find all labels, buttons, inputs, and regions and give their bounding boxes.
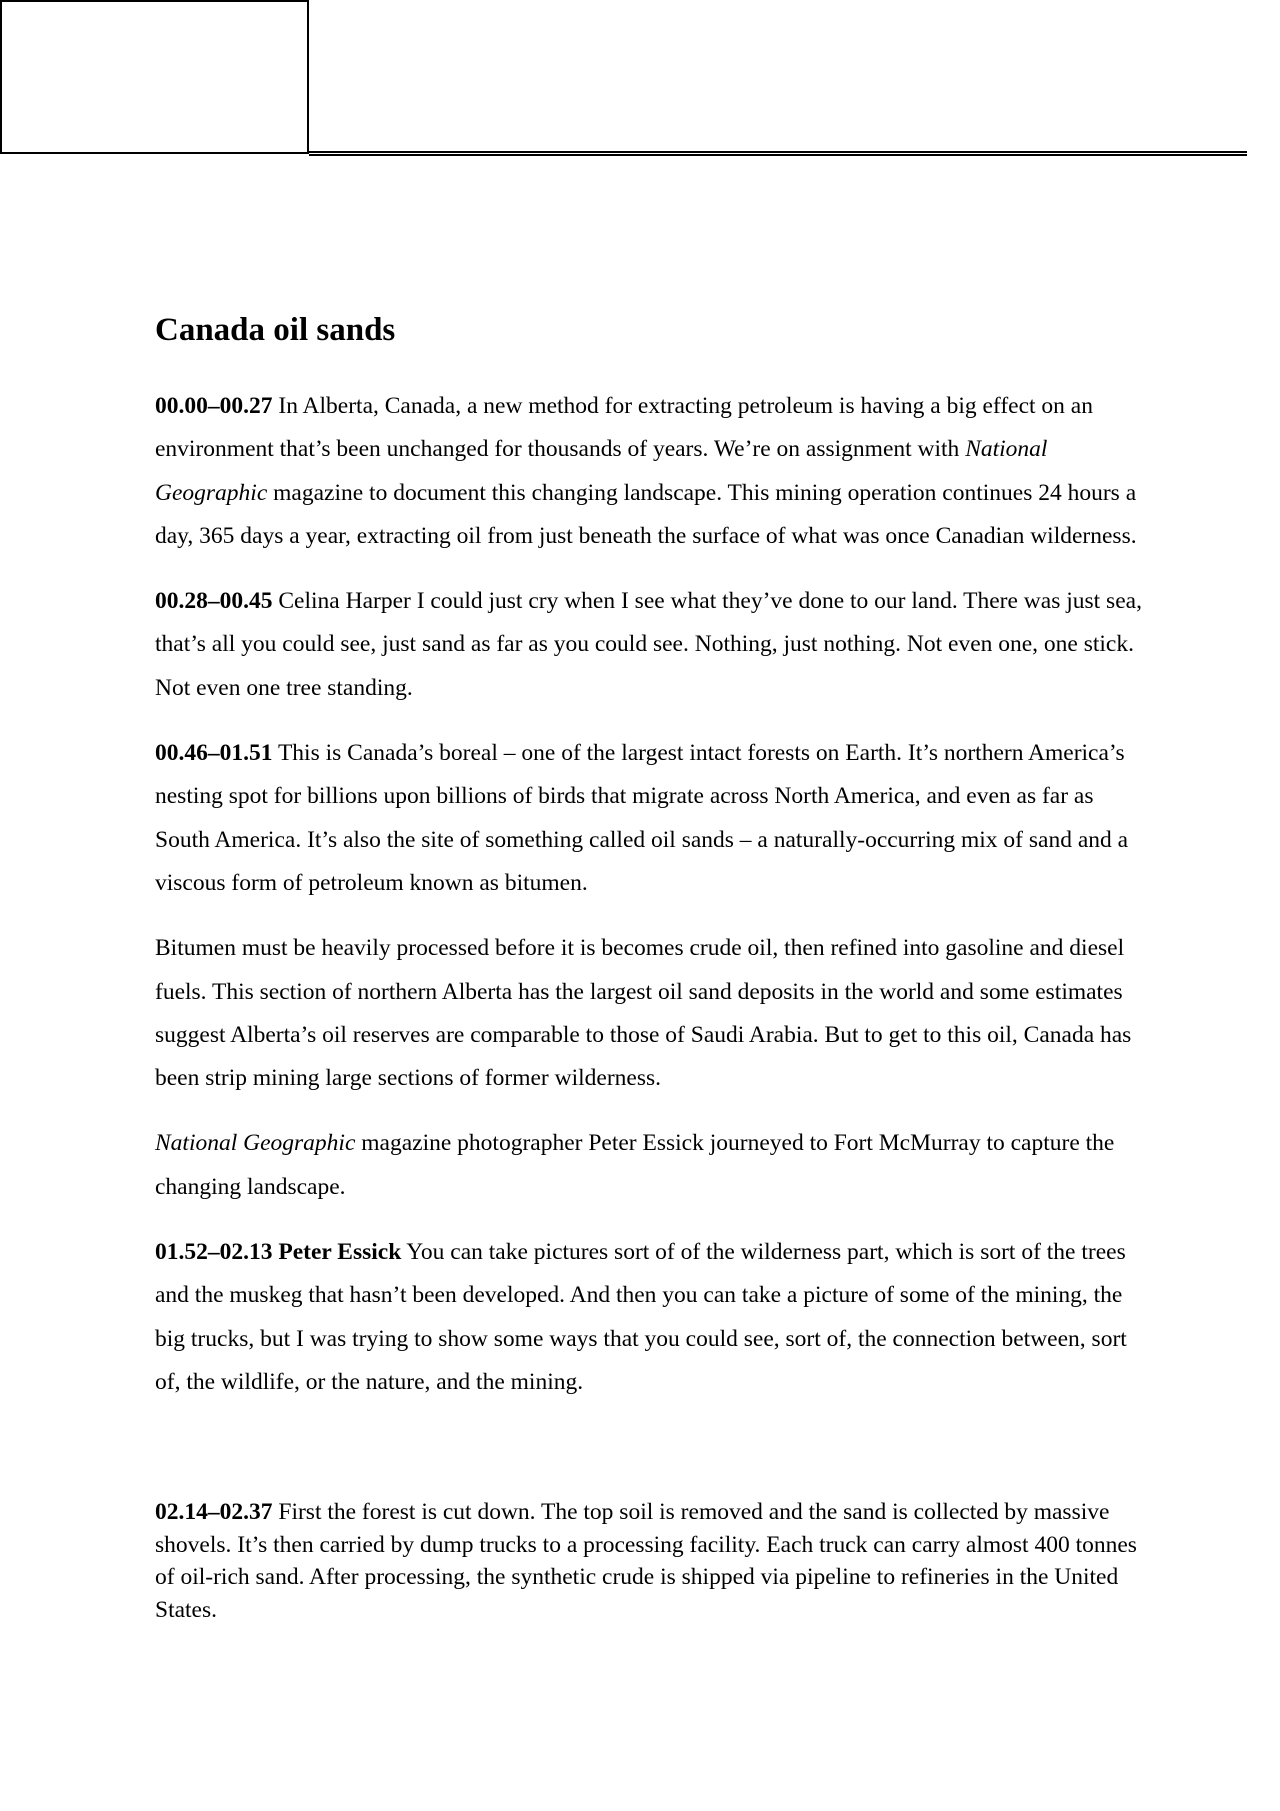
- publication-name: National Geographic: [155, 1130, 356, 1157]
- paragraph-celina-harper: [155, 580, 1145, 710]
- header-box: [0, 0, 309, 154]
- paragraph-photographer: [155, 1122, 1145, 1209]
- timecode: 01.52–02.13 Peter Essick: [155, 1239, 402, 1266]
- timecode: 00.46–01.51: [155, 740, 273, 767]
- paragraph-bitumen: [155, 927, 1145, 1100]
- timecode: 00.00–00.27: [155, 393, 273, 419]
- paragraph-text: Celina Harper I could just cry when I see what they’ve done to our land. There was just sea, that’s all you could see, just sand as far as you could see. Nothing, just nothing. Not even one, one stick. Not even one tree standing.: [155, 588, 1142, 701]
- paragraph-text: Bitumen must be heavily processed before it is becomes crude oil, then refined into gasoline and diesel fuels. This section of northern Alberta has the largest oil sand deposits in the world and some estimates suggest Alberta’s oil reserves are comparable to those of Saudi Arabia. But to get to this oil, Canada has been strip mining large sections of former wilderness.: [155, 935, 1132, 1092]
- paragraph-forest-cut: [155, 1496, 1145, 1626]
- paragraph-intro: [155, 385, 1145, 558]
- timecode: 02.14–02.37: [155, 1499, 273, 1526]
- paragraph-text: In Alberta, Canada, a new method for extracting petroleum is having a big effect on an environment that’s been unchanged for thousands of years. We’re on assignment with: [155, 393, 1093, 463]
- paragraph-peter-essick: [155, 1231, 1145, 1404]
- document-body: [155, 305, 1145, 1648]
- paragraph-text: This is Canada’s boreal – one of the largest intact forests on Earth. It’s northern America’s nesting spot for billions upon billions of birds that migrate across North America, and even as far as South America. It’s also the site of something called oil sands – a naturally-occurring mix of sand and a viscous form of petroleum known as bitumen.: [155, 740, 1129, 896]
- paragraph-text: magazine to document this changing landscape. This mining operation continues 24 hours a day, 365 days a year, extracting oil from just beneath the surface of what was once Canadian wilderness.: [155, 479, 1137, 549]
- timecode: 00.28–00.45: [155, 588, 273, 615]
- publication-name: National Geographic: [155, 436, 1048, 506]
- blank-space: [155, 1426, 1145, 1496]
- document-title: Canada oil sands: [155, 312, 396, 348]
- paragraph-text: magazine photographer Peter Essick journeyed to Fort McMurray to capture the changing landscape.: [155, 1130, 1115, 1200]
- paragraph-text: You can take pictures sort of of the wilderness part, which is sort of the trees and the muskeg that hasn’t been developed. And then you can take a picture of some of the mining, the big trucks, but I was trying to show some ways that you could see, sort of, the connection between, sort of, the wildlife, or the nature, and the mining.: [155, 1239, 1127, 1395]
- header-double-rule: [309, 151, 1247, 156]
- paragraph-text: First the forest is cut down. The top soil is removed and the sand is collected by massive shovels. It’s then carried by dump trucks to a processing facility. Each truck can carry almost 400 tonnes of oil-rich sand. After processing, the synthetic crude is shipped via pipeline to refineries in the United States.: [155, 1499, 1137, 1623]
- paragraph-boreal: [155, 732, 1145, 905]
